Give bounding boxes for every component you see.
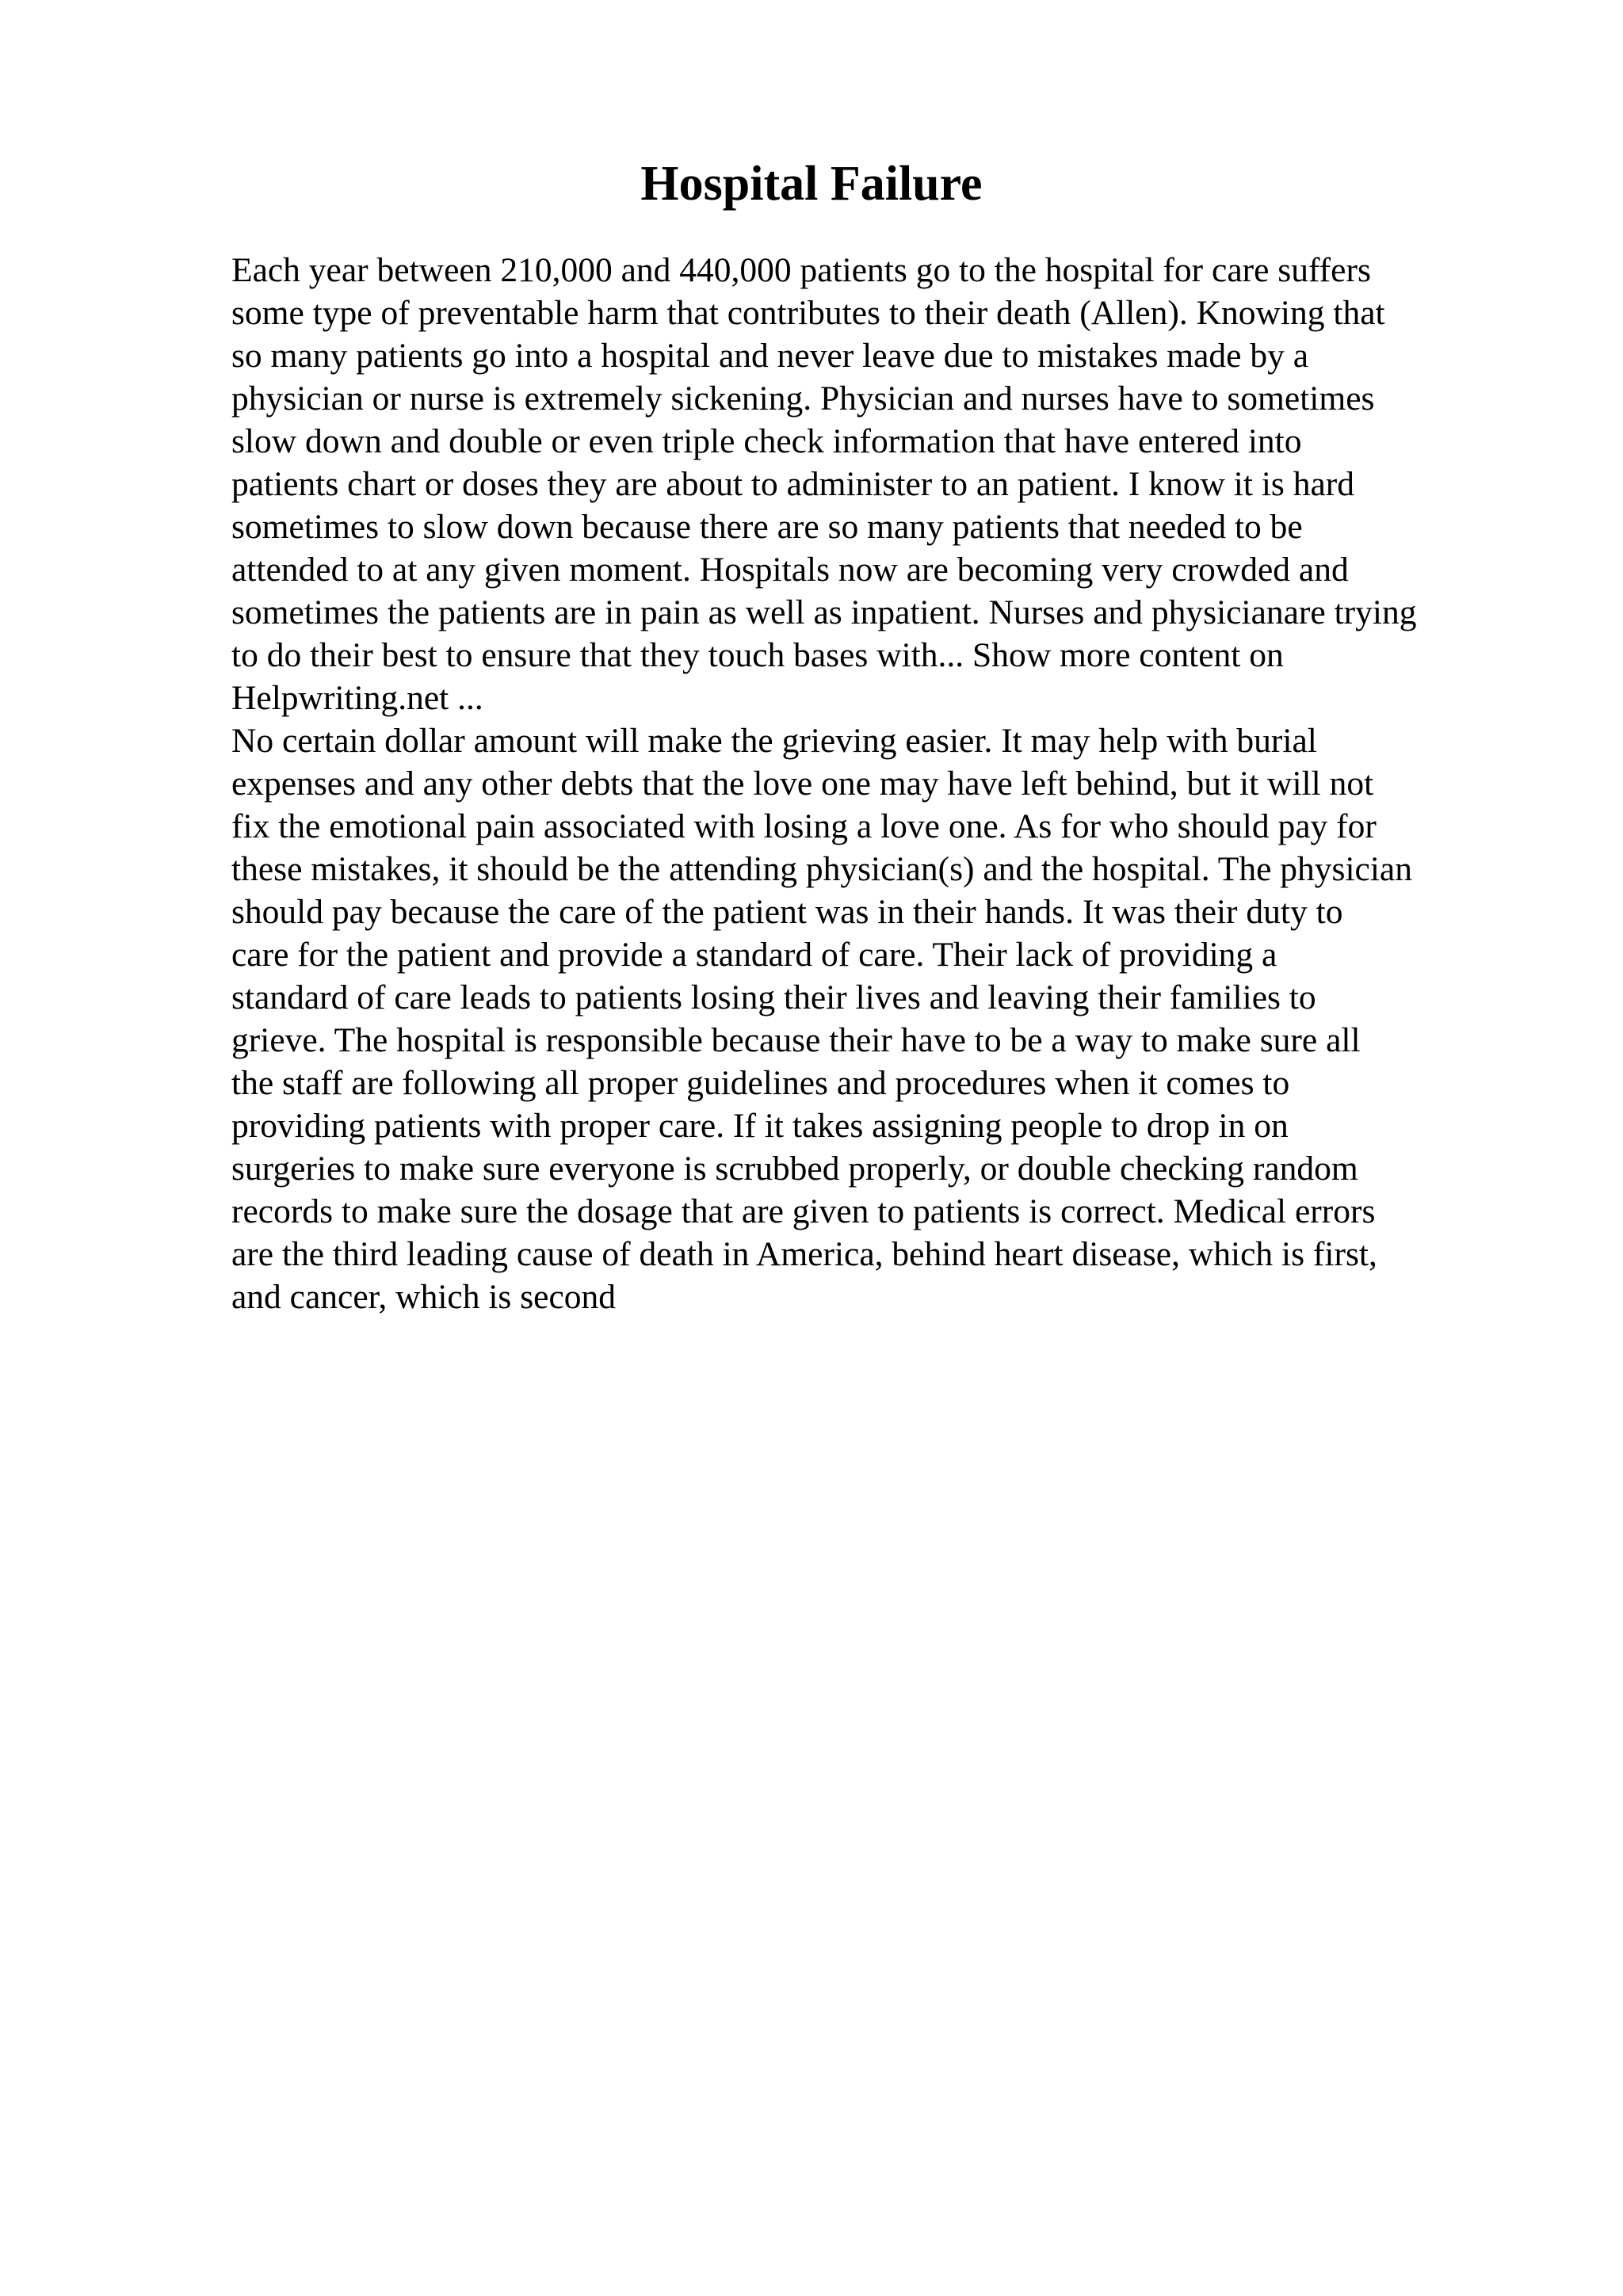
document-body — [231, 249, 1515, 1318]
document-title: Hospital Failure — [640, 157, 983, 211]
body-line: fix the emotional pain associated with losing a love one. As for who should pay for — [231, 807, 1377, 845]
body-line: expenses and any other debts that the love one may have left behind, but it will not — [231, 765, 1374, 803]
body-line: the staff are following all proper guidelines and procedures when it comes to — [231, 1064, 1290, 1102]
body-line: and cancer, which is second — [231, 1278, 617, 1316]
body-line: are the third leading cause of death in America, behind heart disease, which is first, — [231, 1235, 1377, 1273]
body-line: to do their best to ensure that they touch bases with... Show more content on — [231, 636, 1284, 674]
body-line: records to make sure the dosage that are given to patients is correct. Medical errors — [231, 1192, 1376, 1230]
body-line: so many patients go into a hospital and never leave due to mistakes made by a — [231, 337, 1309, 375]
body-line: patients chart or doses they are about to administer to an patient. I know it is hard — [231, 465, 1354, 503]
body-line: slow down and double or even triple check information that have entered into — [231, 422, 1302, 460]
body-line: care for the patient and provide a standard of care. Their lack of providing a — [231, 936, 1277, 974]
body-line: some type of preventable harm that contributes to their death (Allen). Knowing that — [231, 294, 1385, 332]
body-line: attended to at any given moment. Hospitals now are becoming very crowded and — [231, 551, 1349, 589]
body-line: grieve. The hospital is responsible because their have to be a way to make sure all — [231, 1021, 1361, 1059]
body-line: No certain dollar amount will make the grieving easier. It may help with burial — [231, 722, 1317, 760]
body-line: standard of care leads to patients losing their lives and leaving their families to — [231, 978, 1316, 1016]
body-line: sometimes to slow down because there are so many patients that needed to be — [231, 508, 1303, 546]
body-line: surgeries to make sure everyone is scrubbed properly, or double checking random — [231, 1150, 1358, 1188]
body-line: should pay because the care of the patient was in their hands. It was their duty to — [231, 893, 1343, 931]
body-line: Each year between 210,000 and 440,000 patients go to the hospital for care suffers — [231, 251, 1371, 289]
body-line: providing patients with proper care. If it takes assigning people to drop in on — [231, 1107, 1289, 1145]
body-line: sometimes the patients are in pain as well as inpatient. Nurses and physicianare trying — [231, 593, 1417, 631]
body-line: physician or nurse is extremely sickening. Physician and nurses have to sometimes — [231, 379, 1375, 418]
body-line: these mistakes, it should be the attending physician(s) and the hospital. The physician — [231, 850, 1412, 888]
body-line: Helpwriting.net ... — [231, 679, 483, 717]
